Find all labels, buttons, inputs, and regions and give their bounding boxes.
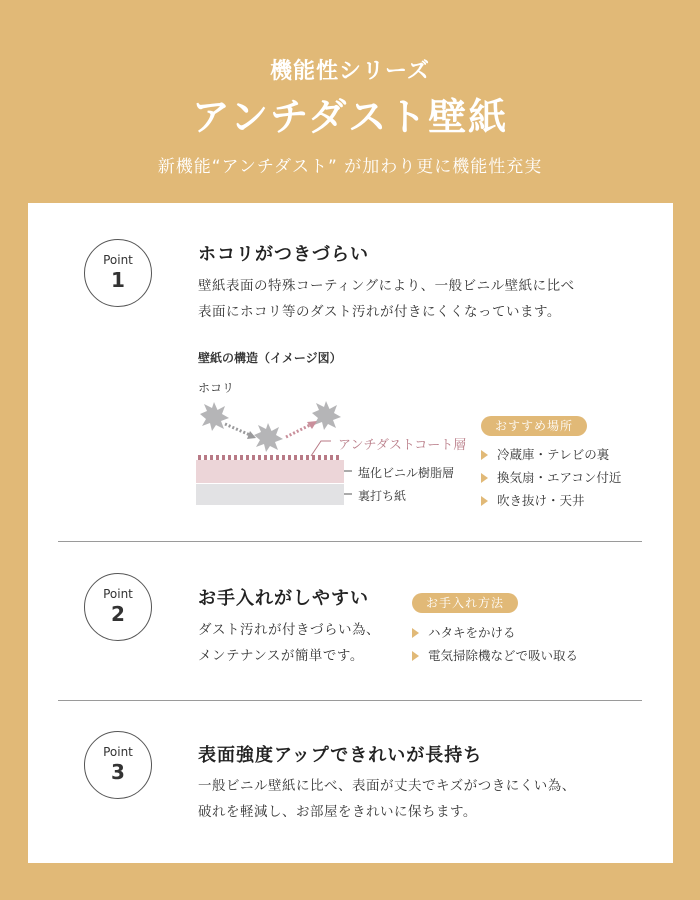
coat-layer-label: アンチダストコート層 [338, 438, 467, 453]
coat-bump [198, 455, 201, 460]
point-1-desc-line: 表面にホコリ等のダスト汚れが付きにくくなっています。 [198, 304, 561, 320]
coat-bump [228, 455, 231, 460]
coat-bump [270, 455, 273, 460]
recommended-places-badge: おすすめ場所 [481, 416, 587, 436]
coat-bump [318, 455, 321, 460]
coat-bump [204, 455, 207, 460]
divider [58, 700, 642, 701]
triangle-bullet-icon [481, 496, 488, 506]
dust-repel-arrow-icon [286, 421, 317, 437]
vinyl-layer [196, 460, 344, 483]
list-item: 冷蔵庫・テレビの裏 [481, 443, 621, 466]
coat-bump [222, 455, 225, 460]
coat-bump [234, 455, 237, 460]
point-2-desc [198, 617, 380, 669]
point-3-desc-line: 破れを軽減し、お部屋をきれいに保ちます。 [198, 804, 477, 820]
header-tagline: 新機能“アンチダスト” が加わり更に機能性充実 [157, 157, 543, 177]
coat-bump [336, 455, 339, 460]
coat-bump [300, 455, 303, 460]
care-method-badge: お手入れ方法 [412, 593, 518, 613]
point-3-word: Point [103, 745, 133, 759]
list-item: 電気掃除機などで吸い取る [412, 644, 578, 667]
triangle-bullet-icon [481, 450, 488, 460]
point-3-title: 表面強度アップできれいが長持ち [198, 745, 483, 766]
coat-bump [330, 455, 333, 460]
backing-layer-label: 裏打ち紙 [358, 489, 407, 503]
coat-bump [306, 455, 309, 460]
coat-leader-line [311, 441, 331, 456]
coat-bump [324, 455, 327, 460]
point-3-desc-line: 一般ビニル壁紙に比べ、表面が丈夫でキズがつきにくい為、 [198, 778, 576, 794]
point-2-number: 2 [111, 602, 125, 626]
recommended-places-list [481, 443, 621, 512]
dust-label: ホコリ [198, 381, 235, 395]
dust-icon [200, 402, 229, 431]
point-1-word: Point [103, 253, 133, 267]
vinyl-layer-label: 塩化ビニル樹脂層 [358, 466, 455, 480]
coat-bump [282, 455, 285, 460]
header-series: 機能性シリーズ [270, 59, 430, 84]
list-item: ハタキをかける [412, 621, 578, 644]
coat-bump [288, 455, 291, 460]
content-card [28, 203, 673, 863]
page-title: アンチダスト壁紙 [191, 95, 509, 139]
point-2-desc-line: ダスト汚れが付きづらい為、 [198, 622, 380, 638]
point-2-title: お手入れがしやすい [198, 588, 369, 609]
point-1-desc-line: 壁紙表面の特殊コーティングにより、一般ビニル壁紙に比べ [198, 278, 575, 294]
divider [58, 541, 642, 542]
list-item: 吹き抜け・天井 [481, 489, 621, 512]
coat-bump [252, 455, 255, 460]
backing-paper-layer [196, 484, 344, 505]
coat-bump [264, 455, 267, 460]
coat-bump [276, 455, 279, 460]
point-3-circle [84, 731, 152, 799]
point-2-desc-line: メンテナンスが簡単です。 [198, 648, 364, 664]
diagram-heading: 壁紙の構造（イメージ図） [198, 351, 342, 365]
dust-falling-arrow-icon [225, 424, 256, 439]
coat-bump [216, 455, 219, 460]
dust-icon [312, 401, 341, 430]
list-item: 換気扇・エアコン付近 [481, 466, 621, 489]
point-2-word: Point [103, 587, 133, 601]
coat-bump [294, 455, 297, 460]
coat-bump [312, 455, 315, 460]
point-1-number: 1 [111, 268, 125, 292]
triangle-bullet-icon [412, 651, 419, 661]
coat-bump [246, 455, 249, 460]
point-1-title: ホコリがつきづらい [198, 244, 369, 265]
coat-bump [258, 455, 261, 460]
point-3-number: 3 [111, 760, 125, 784]
anti-dust-coat-layer [198, 455, 339, 460]
point-2-circle [84, 573, 152, 641]
triangle-bullet-icon [481, 473, 488, 483]
coat-bump [210, 455, 213, 460]
dust-icon [254, 423, 283, 452]
coat-bump [240, 455, 243, 460]
point-3-desc [198, 773, 576, 825]
care-method-list [412, 621, 578, 667]
triangle-bullet-icon [412, 628, 419, 638]
